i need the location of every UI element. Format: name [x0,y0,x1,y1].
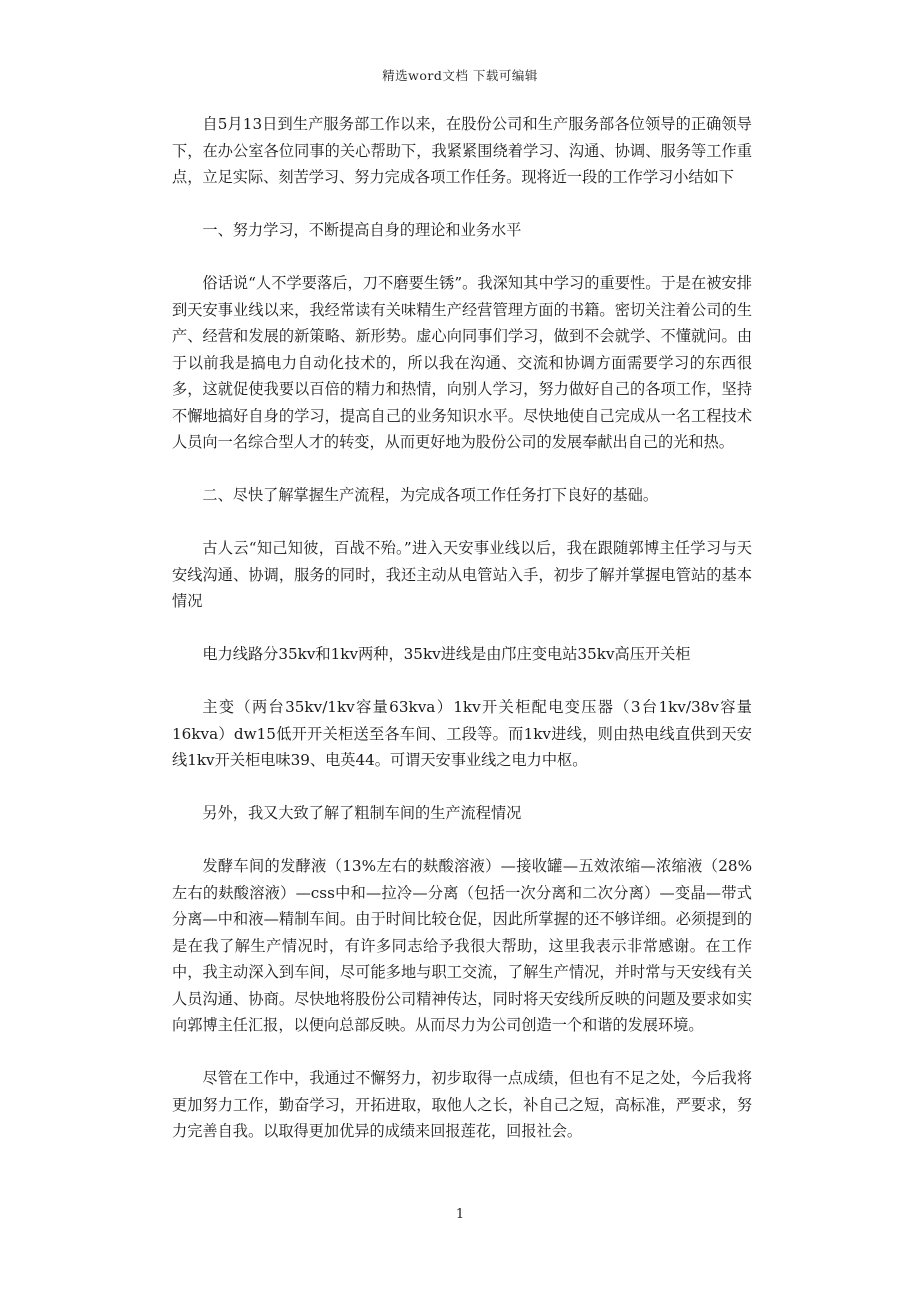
paragraph-process-flow: 发酵车间的发酵液（13%左右的麸酸溶液）—接收罐—五效浓缩—浓缩液（28%左右的麸酸溶液）—css中和—拉冷—分离（包括一次分离和二次分离）—变晶—带式分离—中和液—精制车间。由于时间比较仓促，因此所掌握的还不够详细。必须提到的是在我了解生产情况时，有许多同志给予我很大帮助，这里我表示非常感谢。在工作中，我主动深入到车间，尽可能多地与职工交流，了解生产情况，并时常与天安线有关人员沟通、协商。尽快地将股份公司精神传达，同时将天安线所反映的问题及要求如实向郭博主任汇报，以便向总部反映。从而尽力为公司创造一个和谐的发展环境。 [172,857,752,1034]
paragraph-quote: 古人云“知己知彼，百战不殆。”进入天安事业线以后，我在跟随郭博主任学习与天安线沟通、协调，服务的同时，我还主动从电管站入手，初步了解并掌握电管站的基本情况 [172,539,752,610]
paragraph-study: 俗话说“人不学要落后，刀不磨要生锈”。我深知其中学习的重要性。于是在被安排到天安事业线以来，我经常读有关味精生产经营管理方面的书籍。密切关注着公司的生产、经营和发展的新策略、新形势。虚心向同事们学习，做到不会就学、不懂就问。由于以前我是搞电力自动化技术的，所以我在沟通、交流和协调方面需要学习的东西很多，这就促使我要以百倍的精力和热情，向别人学习，努力做好自己的各项工作，坚持不懈地搞好自身的学习，提高自己的业务知识水平。尽快地使自己完成从一名工程技术人员向一名综合型人才的转变，从而更好地为股份公司的发展奉献出自己的光和热。 [172,274,752,451]
document-body [172,111,752,1171]
page-header: 精选word文档 下载可编辑 [382,68,538,83]
section-heading-1: 一、努力学习，不断提高自身的理论和业务水平 [202,221,522,239]
paragraph-conclusion: 尽管在工作中，我通过不懈努力，初步取得一点成绩，但也有不足之处，今后我将更加努力工作，勤奋学习，开拓进取，取他人之长，补自己之短，高标准，严要求，努力完善自我。以取得更加优异的成绩来回报莲花，回报社会。 [172,1069,752,1140]
section-heading-2: 二、尽快了解掌握生产流程，为完成各项工作任务打下良好的基础。 [202,486,659,504]
paragraph-power-lines: 电力线路分35kv和1kv两种，35kv进线是由邝庄变电站35kv高压开关柜 [202,645,691,663]
paragraph-workshop-intro: 另外，我又大致了解了粗制车间的生产流程情况 [202,804,522,822]
paragraph-intro: 自5月13日到生产服务部工作以来，在股份公司和生产服务部各位领导的正确领导下，在办公室各位同事的关心帮助下，我紧紧围绕着学习、沟通、协调、服务等工作重点，立足实际、刻苦学习、努力完成各项工作任务。现将近一段的工作学习小结如下 [172,115,752,186]
page-number: 1 [455,1207,465,1222]
paragraph-transformer: 主变（两台35kv/1kv容量63kva）1kv开关柜配电变压器（3台1kv/38v容量16kva）dw15低开开关柜送至各车间、工段等。而1kv进线，则由热电线直供到天安线1kv开关柜电味39、电英44。可谓天安事业线之电力中枢。 [172,698,752,769]
